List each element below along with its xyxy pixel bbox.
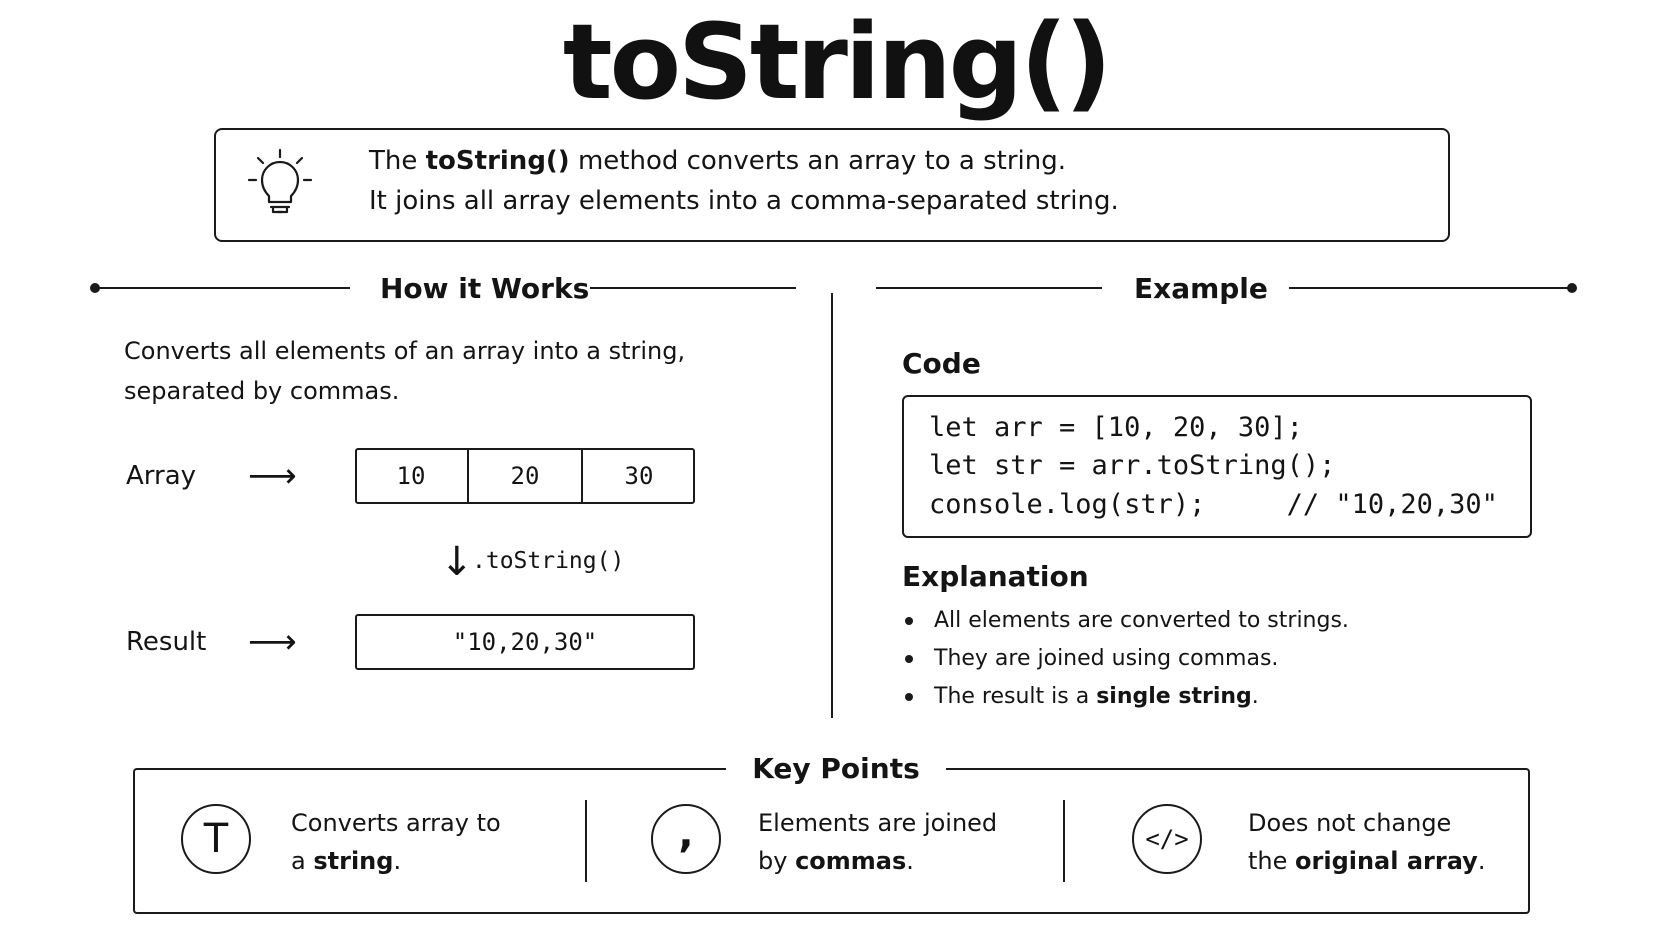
key-point-line-2 — [1248, 842, 1485, 880]
text-t-glyph: T — [203, 816, 229, 862]
down-arrow-icon: ↓ — [440, 539, 474, 585]
page-title: toString() — [562, 1, 1110, 123]
comma-glyph: , — [678, 811, 694, 857]
intro-line-1-suffix: method converts an array to a string. — [569, 146, 1066, 176]
explanation-list — [902, 602, 1349, 716]
array-visual — [355, 448, 695, 504]
intro-line-1 — [369, 144, 1066, 178]
explanation-item: They are joined using commas. — [902, 640, 1349, 678]
column-divider — [831, 293, 833, 718]
key-points-heading-wrap — [0, 754, 1672, 784]
intro-line-1-prefix: The — [369, 146, 426, 176]
section-rule — [876, 287, 1102, 289]
code-block — [902, 395, 1532, 538]
text-t-icon — [181, 804, 251, 874]
result-label: Result — [126, 627, 207, 657]
method-call-label: .toString() — [472, 548, 625, 574]
array-cell: 30 — [581, 448, 695, 504]
key-point-text: . — [1477, 847, 1486, 875]
intro-method-name: toString() — [425, 146, 570, 176]
explanation-emphasis: single string — [1096, 684, 1252, 709]
section-rule-dot — [1567, 283, 1577, 293]
key-point-text: a — [291, 847, 314, 875]
how-it-works-description-line-1: Converts all elements of an array into a string, — [124, 337, 686, 365]
code-heading: Code — [902, 347, 981, 380]
section-rule — [590, 287, 796, 289]
how-it-works-description-line-2: separated by commas. — [124, 377, 400, 405]
code-line: let str = arr.toString(); — [929, 450, 1336, 481]
key-points-divider — [1063, 800, 1065, 882]
explanation-text: The result is a — [934, 684, 1097, 709]
result-value-box: "10,20,30" — [355, 614, 695, 670]
key-point-text: by — [758, 847, 796, 875]
key-point-emphasis: commas — [795, 847, 907, 875]
key-point-line-1: Converts array to — [291, 809, 501, 837]
key-point-emphasis: string — [313, 847, 394, 875]
example-heading: Example — [1134, 272, 1268, 305]
section-rule — [1289, 287, 1572, 289]
section-rule — [95, 287, 350, 289]
key-point-text: . — [393, 847, 402, 875]
right-arrow-icon: ⟶ — [248, 622, 297, 662]
key-point-line-1: Does not change — [1248, 809, 1452, 837]
explanation-text: . — [1251, 684, 1259, 709]
code-icon — [1132, 804, 1202, 874]
array-cell: 20 — [467, 448, 581, 504]
intro-line-2: It joins all array elements into a comma-separated string. — [369, 186, 1119, 216]
key-point-line-2 — [758, 842, 914, 880]
code-line: console.log(str); // "10,20,30" — [929, 489, 1498, 520]
code-glyph: </> — [1145, 825, 1189, 853]
lightbulb-icon — [242, 146, 318, 222]
intro-callout — [214, 128, 1450, 242]
right-arrow-icon: ⟶ — [248, 456, 297, 496]
explanation-item: All elements are converted to strings. — [902, 602, 1349, 640]
comma-icon — [651, 804, 721, 874]
explanation-heading: Explanation — [902, 560, 1089, 593]
key-point-line-2 — [291, 842, 401, 880]
key-point-text: the — [1248, 847, 1296, 875]
array-cell: 10 — [396, 462, 426, 490]
explanation-item — [902, 678, 1349, 716]
key-points-heading: Key Points — [726, 754, 946, 784]
key-points-divider — [585, 800, 587, 882]
key-point-text: . — [906, 847, 914, 875]
key-point-line-1: Elements are joined — [758, 809, 998, 837]
key-point-emphasis: original array — [1295, 847, 1478, 875]
code-line: let arr = [10, 20, 30]; — [929, 412, 1303, 443]
how-it-works-heading: How it Works — [380, 272, 590, 305]
array-label: Array — [126, 461, 197, 491]
